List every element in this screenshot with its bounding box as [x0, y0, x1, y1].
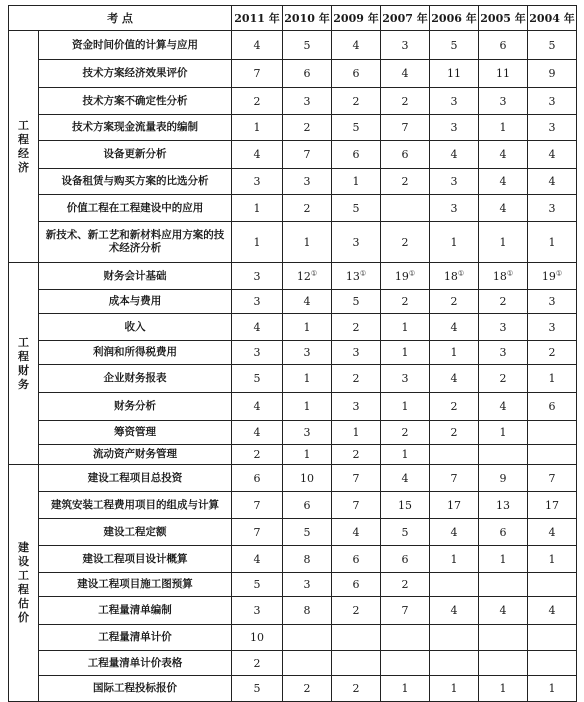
score-cell: 1 [528, 365, 577, 393]
score-cell: 6 [479, 519, 528, 546]
table-row [9, 421, 577, 445]
score-cell: 1 [479, 222, 528, 263]
category-label [9, 465, 39, 702]
topic-cell: 工程量清单编制 [39, 597, 232, 625]
score-cell: 6 [479, 31, 528, 60]
score-cell: 7 [332, 492, 381, 519]
score-cell: 2 [283, 195, 332, 222]
score-cell: 12① [283, 263, 332, 290]
score-cell: 4 [232, 421, 283, 445]
footnote-marker: ① [359, 268, 367, 277]
score-cell [381, 195, 430, 222]
table-row [9, 222, 577, 263]
topic-cell: 成本与费用 [39, 290, 232, 314]
topic-cell: 设备更新分析 [39, 141, 232, 169]
score-cell: 1 [283, 445, 332, 465]
topic-cell: 建筑安装工程费用项目的组成与计算 [39, 492, 232, 519]
score-cell: 3 [430, 115, 479, 141]
score-cell: 2 [430, 393, 479, 421]
score-cell: 3 [283, 88, 332, 115]
score-cell: 2 [430, 290, 479, 314]
score-cell: 5 [332, 115, 381, 141]
category-text: 建设工程估价 [18, 541, 29, 624]
score-cell: 4 [283, 290, 332, 314]
score-cell [528, 573, 577, 597]
score-cell: 4 [479, 141, 528, 169]
score-cell [430, 625, 479, 651]
score-cell: 4 [479, 597, 528, 625]
topic-cell: 资金时间价值的计算与应用 [39, 31, 232, 60]
score-cell: 4 [528, 597, 577, 625]
score-cell: 4 [479, 169, 528, 195]
score-cell [332, 625, 381, 651]
score-cell: 7 [430, 465, 479, 492]
score-cell: 3 [232, 169, 283, 195]
score-cell: 3 [381, 31, 430, 60]
score-cell: 4 [430, 314, 479, 341]
topic-cell: 技术方案不确定性分析 [39, 88, 232, 115]
score-cell: 2 [283, 676, 332, 702]
score-cell: 1 [430, 676, 479, 702]
score-cell: 3 [332, 393, 381, 421]
score-cell: 5 [232, 676, 283, 702]
score-cell: 2 [381, 421, 430, 445]
score-cell: 7 [332, 465, 381, 492]
score-cell: 2 [332, 445, 381, 465]
topic-header: 考 点 [9, 6, 232, 31]
score-cell: 7 [381, 115, 430, 141]
score-cell: 1 [381, 314, 430, 341]
score-cell: 6 [332, 573, 381, 597]
table-row [9, 314, 577, 341]
score-cell [479, 625, 528, 651]
score-cell: 2 [381, 573, 430, 597]
table-row [9, 60, 577, 88]
score-cell: 3 [283, 421, 332, 445]
score-cell: 1 [430, 341, 479, 365]
table-row [9, 625, 577, 651]
score-cell: 4 [528, 141, 577, 169]
score-cell: 4 [232, 314, 283, 341]
score-cell: 1 [381, 676, 430, 702]
score-cell: 2 [332, 314, 381, 341]
table-row [9, 519, 577, 546]
year-header: 2011 年 [232, 6, 283, 31]
score-cell: 13① [332, 263, 381, 290]
table-row [9, 31, 577, 60]
year-header: 2010 年 [283, 6, 332, 31]
score-cell [283, 651, 332, 676]
topic-cell: 价值工程在工程建设中的应用 [39, 195, 232, 222]
score-cell: 6 [332, 546, 381, 573]
score-cell: 3 [528, 88, 577, 115]
score-cell: 4 [332, 31, 381, 60]
score-cell: 7 [528, 465, 577, 492]
table-row [9, 465, 577, 492]
score-cell: 18① [479, 263, 528, 290]
score-cell: 3 [381, 365, 430, 393]
topic-cell: 建设工程项目总投资 [39, 465, 232, 492]
topic-cell: 工程量清单计价 [39, 625, 232, 651]
score-cell: 4 [332, 519, 381, 546]
header-row [9, 6, 577, 31]
score-cell: 3 [479, 341, 528, 365]
score-cell: 4 [430, 141, 479, 169]
score-cell: 2 [232, 445, 283, 465]
score-cell: 5 [528, 31, 577, 60]
topic-cell: 国际工程投标报价 [39, 676, 232, 702]
score-cell: 6 [283, 60, 332, 88]
score-cell: 1 [479, 676, 528, 702]
score-cell [479, 573, 528, 597]
score-cell: 4 [232, 31, 283, 60]
score-cell: 3 [332, 222, 381, 263]
topic-cell: 财务分析 [39, 393, 232, 421]
score-cell: 2 [381, 290, 430, 314]
score-cell: 19① [381, 263, 430, 290]
score-cell [528, 625, 577, 651]
year-header: 2007 年 [381, 6, 430, 31]
table-row [9, 651, 577, 676]
topic-cell: 企业财务报表 [39, 365, 232, 393]
score-cell [430, 651, 479, 676]
score-cell: 2 [332, 365, 381, 393]
category-label [9, 31, 39, 263]
score-cell: 1 [479, 115, 528, 141]
score-cell: 10 [283, 465, 332, 492]
score-cell: 2 [430, 421, 479, 445]
score-cell: 1 [479, 421, 528, 445]
year-header: 2004 年 [528, 6, 577, 31]
score-cell: 3 [430, 88, 479, 115]
score-cell: 4 [430, 519, 479, 546]
table-row [9, 546, 577, 573]
category-text: 工程经济 [18, 118, 29, 174]
table-row [9, 393, 577, 421]
score-cell: 5 [232, 573, 283, 597]
topic-cell: 筹资管理 [39, 421, 232, 445]
score-cell: 3 [332, 341, 381, 365]
table-row [9, 115, 577, 141]
score-cell: 3 [528, 290, 577, 314]
score-cell [430, 573, 479, 597]
score-cell: 7 [283, 141, 332, 169]
year-header: 2006 年 [430, 6, 479, 31]
score-cell: 1 [381, 393, 430, 421]
category-text: 工程财务 [18, 335, 29, 391]
topic-cell: 工程量清单计价表格 [39, 651, 232, 676]
table-row [9, 169, 577, 195]
score-cell [332, 651, 381, 676]
score-cell: 3 [430, 195, 479, 222]
score-cell: 4 [479, 393, 528, 421]
score-cell: 3 [232, 341, 283, 365]
score-cell: 10 [232, 625, 283, 651]
score-cell: 7 [381, 597, 430, 625]
table-row [9, 263, 577, 290]
year-header: 2009 年 [332, 6, 381, 31]
score-cell: 1 [381, 341, 430, 365]
topic-cell: 技术方案现金流量表的编制 [39, 115, 232, 141]
score-cell: 1 [283, 314, 332, 341]
exam-topics-table [8, 5, 577, 702]
table-row [9, 290, 577, 314]
score-cell: 4 [479, 195, 528, 222]
topic-cell: 建设工程项目设计概算 [39, 546, 232, 573]
score-cell [479, 651, 528, 676]
score-cell: 9 [479, 465, 528, 492]
topic-cell: 技术方案经济效果评价 [39, 60, 232, 88]
score-cell: 1 [479, 546, 528, 573]
score-cell: 1 [430, 546, 479, 573]
score-cell: 7 [232, 519, 283, 546]
score-cell: 2 [479, 290, 528, 314]
score-cell: 4 [381, 465, 430, 492]
score-cell: 3 [528, 195, 577, 222]
score-cell: 6 [232, 465, 283, 492]
footnote-marker: ① [457, 268, 465, 277]
score-cell [381, 625, 430, 651]
score-cell: 11 [479, 60, 528, 88]
score-cell: 2 [381, 88, 430, 115]
score-cell: 3 [528, 314, 577, 341]
score-cell [381, 651, 430, 676]
score-cell [430, 445, 479, 465]
score-cell: 8 [283, 597, 332, 625]
score-cell: 3 [283, 573, 332, 597]
score-cell: 4 [232, 546, 283, 573]
score-cell: 2 [332, 88, 381, 115]
table-row [9, 676, 577, 702]
score-cell: 13 [479, 492, 528, 519]
score-cell: 9 [528, 60, 577, 88]
score-cell: 1 [381, 445, 430, 465]
score-cell: 2 [528, 341, 577, 365]
table-row [9, 365, 577, 393]
score-cell: 3 [232, 263, 283, 290]
table-row [9, 141, 577, 169]
footnote-marker: ① [506, 268, 514, 277]
score-cell [283, 625, 332, 651]
topic-cell: 利润和所得税费用 [39, 341, 232, 365]
score-cell: 4 [528, 169, 577, 195]
score-cell: 2 [232, 88, 283, 115]
score-cell: 5 [381, 519, 430, 546]
score-cell: 4 [528, 519, 577, 546]
score-cell: 3 [232, 597, 283, 625]
footnote-marker: ① [408, 268, 416, 277]
score-cell: 7 [232, 60, 283, 88]
score-cell [479, 445, 528, 465]
score-cell: 1 [528, 676, 577, 702]
exam-topics-document [8, 5, 576, 695]
score-cell: 18① [430, 263, 479, 290]
score-cell: 2 [232, 651, 283, 676]
score-cell: 3 [430, 169, 479, 195]
score-cell: 3 [479, 88, 528, 115]
score-cell: 5 [232, 365, 283, 393]
footnote-marker: ① [310, 268, 318, 277]
category-label [9, 263, 39, 465]
topic-cell: 收入 [39, 314, 232, 341]
topic-cell: 新技术、新工艺和新材料应用方案的技术经济分析 [39, 222, 232, 263]
topic-cell: 财务会计基础 [39, 263, 232, 290]
score-cell: 6 [528, 393, 577, 421]
topic-cell: 流动资产财务管理 [39, 445, 232, 465]
score-cell: 5 [332, 290, 381, 314]
score-cell [528, 445, 577, 465]
score-cell: 2 [332, 597, 381, 625]
score-cell: 2 [332, 676, 381, 702]
table-row [9, 492, 577, 519]
table-row [9, 573, 577, 597]
score-cell: 15 [381, 492, 430, 519]
score-cell: 6 [332, 141, 381, 169]
score-cell: 19① [528, 263, 577, 290]
topic-cell: 建设工程定额 [39, 519, 232, 546]
score-cell: 5 [430, 31, 479, 60]
topic-cell: 建设工程项目施工图预算 [39, 573, 232, 597]
score-cell: 3 [283, 169, 332, 195]
footnote-marker: ① [555, 268, 563, 277]
score-cell: 1 [283, 393, 332, 421]
score-cell: 3 [232, 290, 283, 314]
score-cell: 4 [232, 393, 283, 421]
score-cell: 4 [232, 141, 283, 169]
score-cell: 1 [528, 222, 577, 263]
score-cell: 1 [283, 222, 332, 263]
score-cell: 6 [381, 546, 430, 573]
score-cell: 6 [332, 60, 381, 88]
score-cell: 17 [430, 492, 479, 519]
score-cell: 6 [283, 492, 332, 519]
score-cell [528, 421, 577, 445]
score-cell: 1 [232, 222, 283, 263]
score-cell: 2 [283, 115, 332, 141]
score-cell: 6 [381, 141, 430, 169]
score-cell: 5 [283, 31, 332, 60]
table-row [9, 88, 577, 115]
table-row [9, 341, 577, 365]
score-cell: 11 [430, 60, 479, 88]
score-cell: 7 [232, 492, 283, 519]
score-cell: 5 [283, 519, 332, 546]
score-cell [528, 651, 577, 676]
score-cell: 17 [528, 492, 577, 519]
score-cell: 4 [381, 60, 430, 88]
score-cell: 3 [479, 314, 528, 341]
table-row [9, 195, 577, 222]
table-row [9, 445, 577, 465]
score-cell: 4 [430, 365, 479, 393]
score-cell: 2 [479, 365, 528, 393]
score-cell: 1 [232, 115, 283, 141]
score-cell: 1 [430, 222, 479, 263]
table-row [9, 597, 577, 625]
score-cell: 1 [332, 169, 381, 195]
score-cell: 1 [528, 546, 577, 573]
score-cell: 5 [332, 195, 381, 222]
score-cell: 1 [232, 195, 283, 222]
score-cell: 3 [283, 341, 332, 365]
score-cell: 8 [283, 546, 332, 573]
topic-cell: 设备租赁与购买方案的比选分析 [39, 169, 232, 195]
score-cell: 3 [528, 115, 577, 141]
year-header: 2005 年 [479, 6, 528, 31]
score-cell: 4 [430, 597, 479, 625]
score-cell: 2 [381, 222, 430, 263]
score-cell: 1 [283, 365, 332, 393]
score-cell: 1 [332, 421, 381, 445]
score-cell: 2 [381, 169, 430, 195]
